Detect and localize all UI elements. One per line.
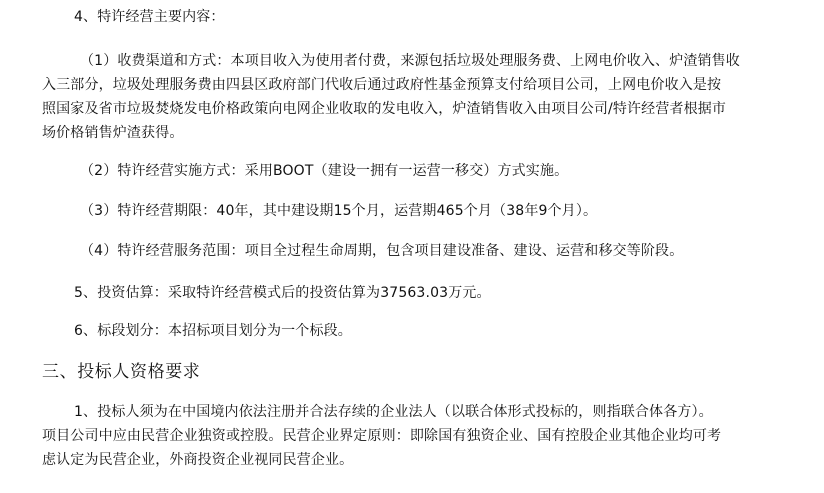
item-3-text: （3）特许经营期限：40年，其中建设期15个月，运营期465个月（38年9个月）。 bbox=[80, 203, 598, 219]
qualification-1-line-2: 项目公司中应由民营企业独资或控股。民营企业界定原则：即除国有独资企业、国有控股企业其他企业均可考 bbox=[42, 428, 722, 444]
item-1-line-1: （1）收费渠道和方式：本项目收入为使用者付费，来源包括垃圾处理服务费、上网电价收入、炉渣销售收 bbox=[80, 53, 740, 69]
qualification-1-line-1: 1、投标人须为在中国境内依法注册并合法存续的企业法人（以联合体形式投标的，则指联合体各方）。 bbox=[74, 404, 713, 420]
qualification-1-line-3: 虑认定为民营企业，外商投资企业视同民营企业。 bbox=[42, 452, 354, 468]
section-5-text: 5、投资估算：采取特许经营模式后的投资估算为37563.03万元。 bbox=[74, 285, 491, 301]
item-4-text: （4）特许经营服务范围：项目全过程生命周期，包含项目建设准备、建设、运营和移交等阶段。 bbox=[80, 243, 684, 259]
item-2-text: （2）特许经营实施方式：采用BOOT（建设一拥有一运营一移交）方式实施。 bbox=[80, 163, 569, 179]
section-4-title: 4、特许经营主要内容： bbox=[74, 9, 225, 25]
item-1-line-3: 照国家及省市垃圾焚烧发电价格政策向电网企业收取的发电收入，炉渣销售收入由项目公司/特许经营者根据市 bbox=[42, 101, 727, 117]
section-6-text: 6、标段划分：本招标项目划分为一个标段。 bbox=[74, 323, 352, 339]
item-1-line-4: 场价格销售炉渣获得。 bbox=[42, 125, 184, 141]
chapter-3-heading: 三、投标人资格要求 bbox=[42, 362, 201, 382]
item-1-line-2: 入三部分，垃圾处理服务费由四县区政府部门代收后通过政府性基金预算支付给项目公司，上网电价收入是按 bbox=[42, 77, 722, 93]
